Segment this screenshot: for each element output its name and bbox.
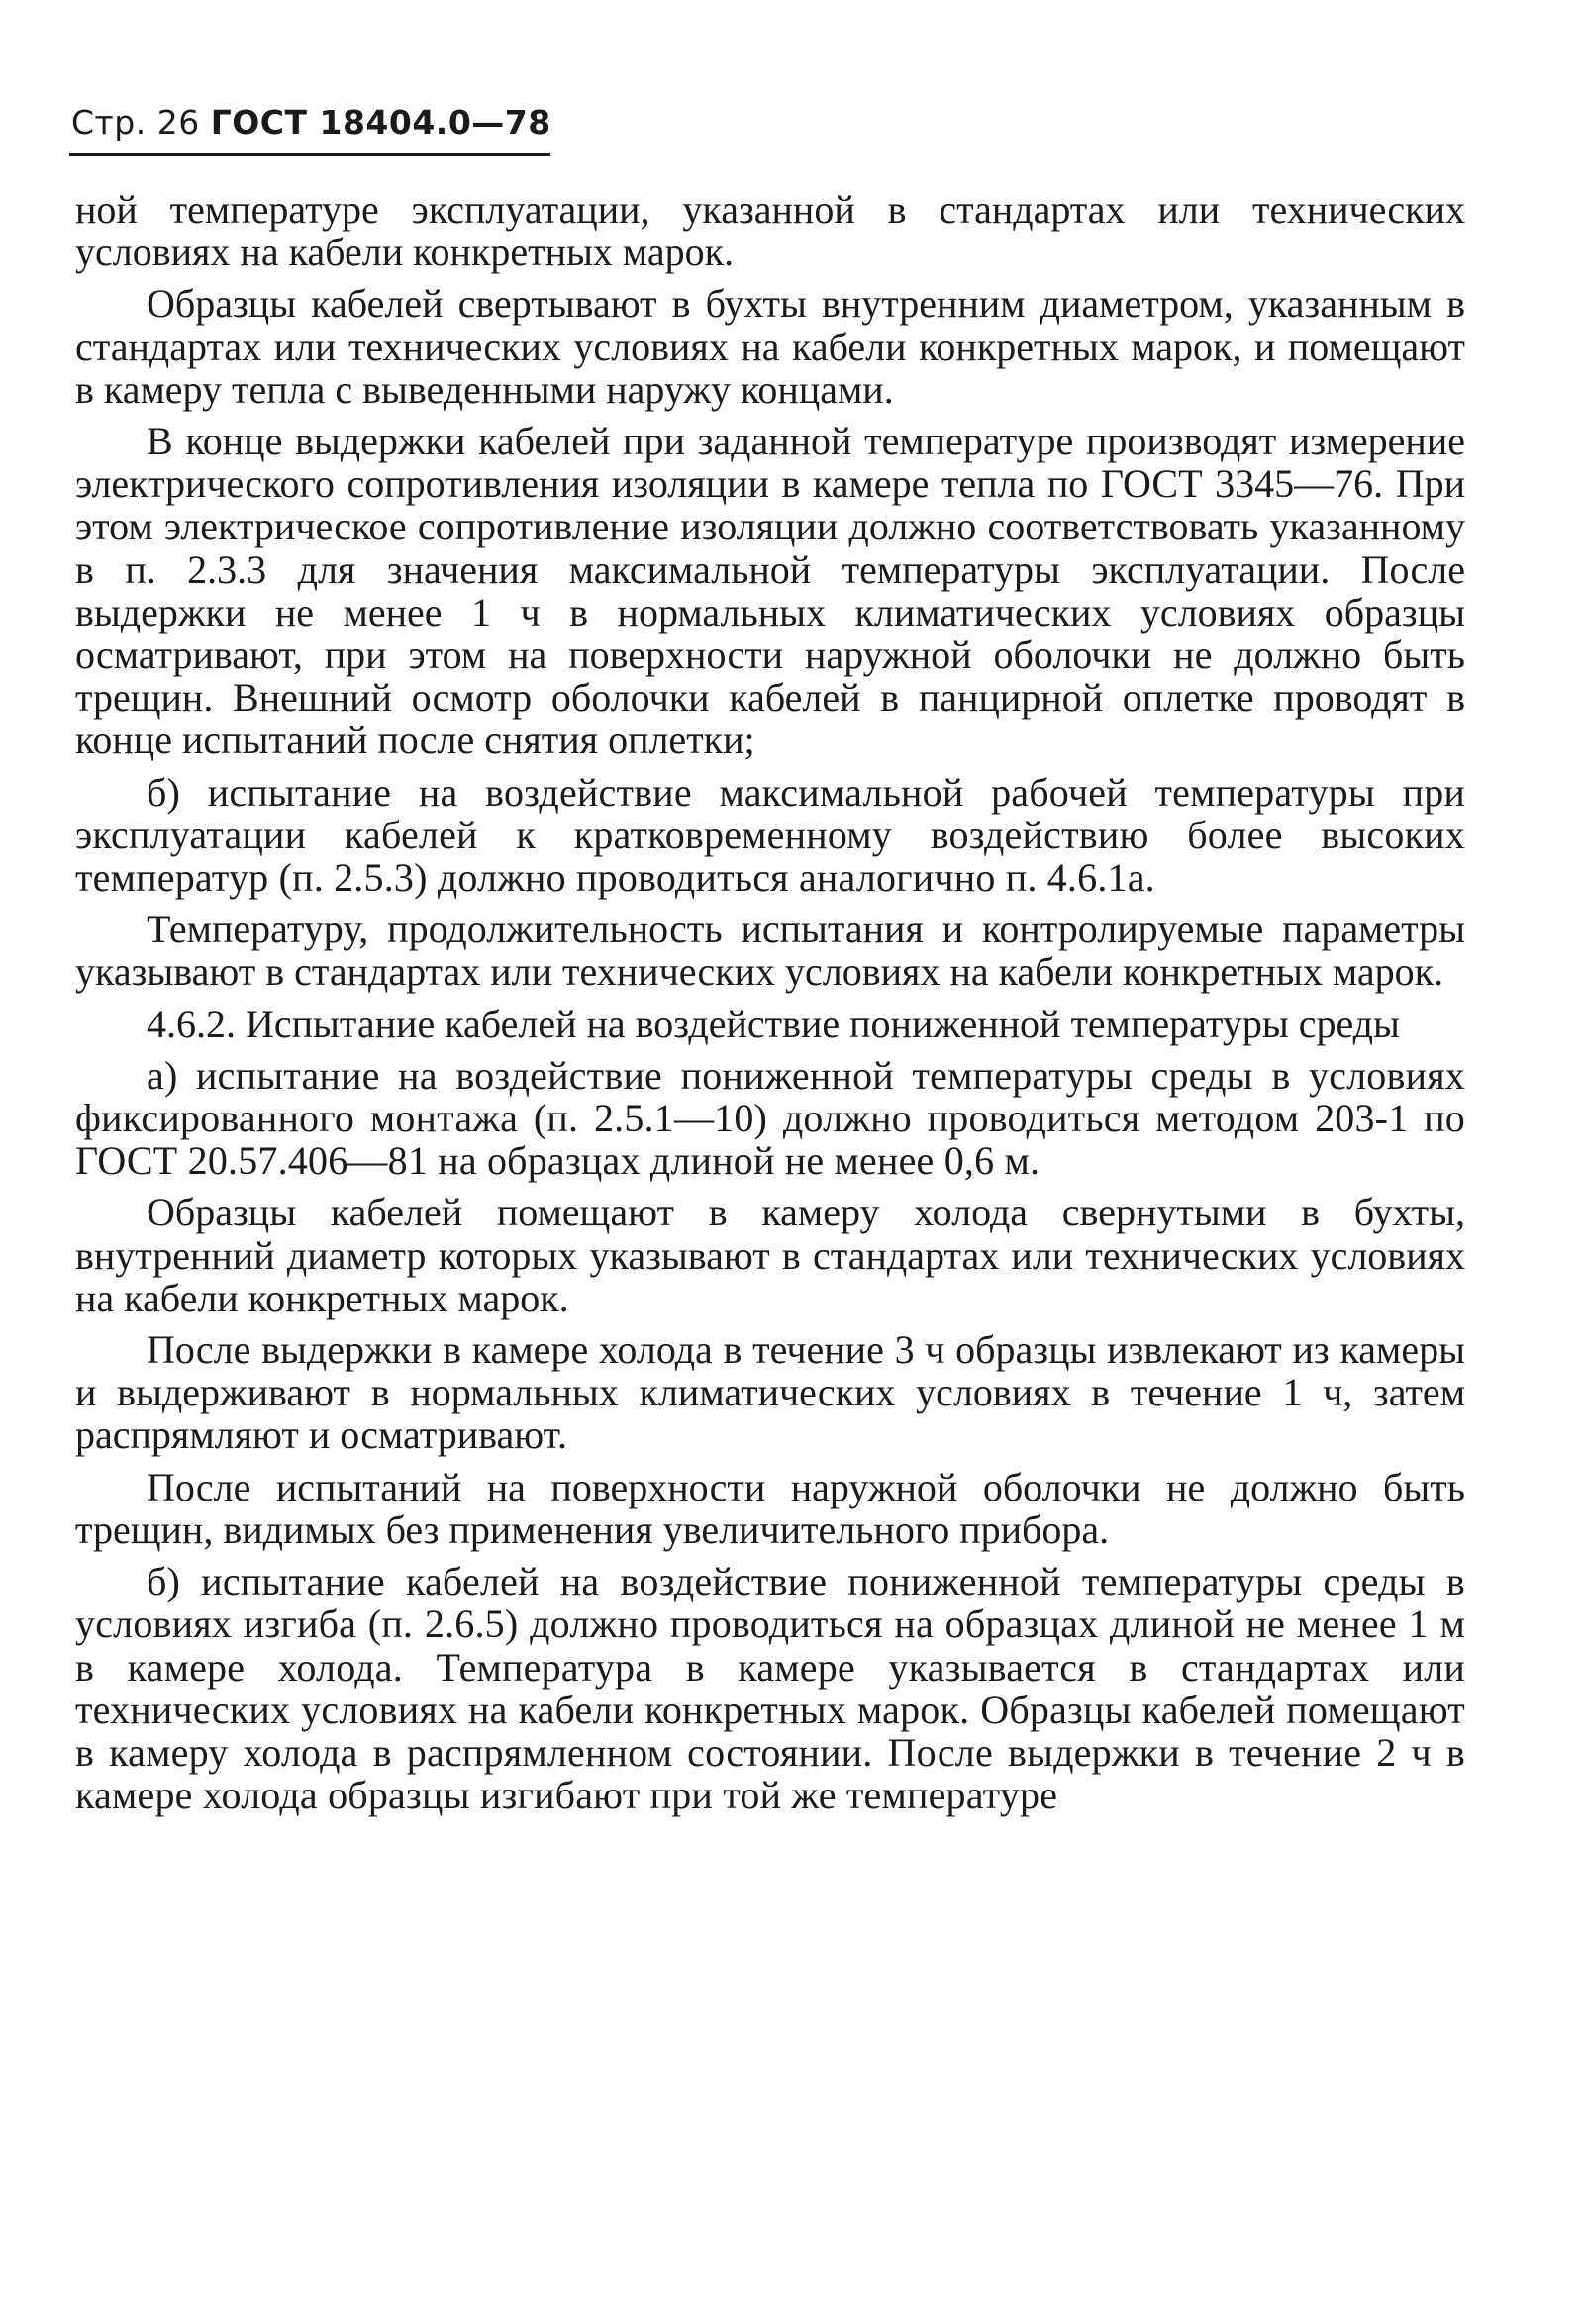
section-heading-4-6-2: 4.6.2. Испытание кабелей на воздействие пониженной температуры среды bbox=[147, 1001, 1400, 1046]
page-number: Стр. 26 bbox=[71, 103, 200, 142]
header-rule bbox=[69, 153, 550, 156]
paragraph: В конце выдержки кабелей при заданной температуре производят измерение электрического сопротивления изоляции в камере тепла по ГОСТ 3345—76. При этом электрическое сопротивление изоляции должно соответствовать указанному в п. 2.3.3 для значения максимальной температуры эксплуатации. После выдержки не менее 1 ч в нормальных климатических условиях образцы осматривают, при этом на поверхности наружной оболочки не должно быть трещин. Внешний осмотр оболочки кабелей в панцирной оплетке проводят в конце испытаний после снятия оплетки; bbox=[75, 419, 1465, 763]
paragraph: Температуру, продолжительность испытания и контролируемые параметры указывают в стандартах или технических условиях на кабели конкретных марок. bbox=[75, 907, 1465, 995]
paragraph-item-b: б) испытание на воздействие максимальной рабочей температуры при эксплуатации кабелей к кратковременному воздействию более высоких температур (п. 2.5.3) должно проводиться аналогично п. 4.6.1а. bbox=[75, 769, 1465, 901]
standard-number: ГОСТ 18404.0—78 bbox=[210, 103, 551, 142]
paragraph: После выдержки в камере холода в течение 3 ч образцы извлекают из камеры и выдерживают в нормальных климатических условиях в течение 1 ч, затем распрямляют и осматривают. bbox=[75, 1327, 1465, 1458]
paragraph-item-b: б) испытание кабелей на воздействие пониженной температуры среды в условиях изгиба (п. 2.6.5) должно проводиться на образцах длиной не менее 1 м в камере холода. Температура в камере указывается в стандартах или технических условиях на кабели конкретных марок. Образцы кабелей помещают в камеру холода в распрямленном состоянии. После выдержки в течение 2 ч в камере холода образцы изгибают при той же температуре bbox=[75, 1559, 1465, 1818]
paragraph-continuation: ной температуре эксплуатации, указанной в стандартах или технических условиях на кабели конкретных марок. bbox=[75, 187, 1465, 275]
page-header bbox=[71, 103, 551, 142]
paragraph: Образцы кабелей помещают в камеру холода свернутыми в бухты, внутренний диаметр которых указывают в стандартах или технических условиях на кабели конкретных марок. bbox=[75, 1190, 1465, 1320]
paragraph-item-a: а) испытание на воздействие пониженной температуры среды в условиях фиксированного монтажа (п. 2.5.1—10) должно проводиться методом 203-1 по ГОСТ 20.57.406—81 на образцах длиной не менее 0,6 м. bbox=[75, 1052, 1465, 1184]
document-body bbox=[75, 188, 1465, 1825]
paragraph: Образцы кабелей свертывают в бухты внутренним диаметром, указанным в стандартах или технических условиях на кабели конкретных марок, и помещают в камеру тепла с выведенными наружу концами. bbox=[75, 281, 1465, 412]
paragraph: После испытаний на поверхности наружной оболочки не должно быть трещин, видимых без применения увеличительного прибора. bbox=[75, 1464, 1465, 1552]
